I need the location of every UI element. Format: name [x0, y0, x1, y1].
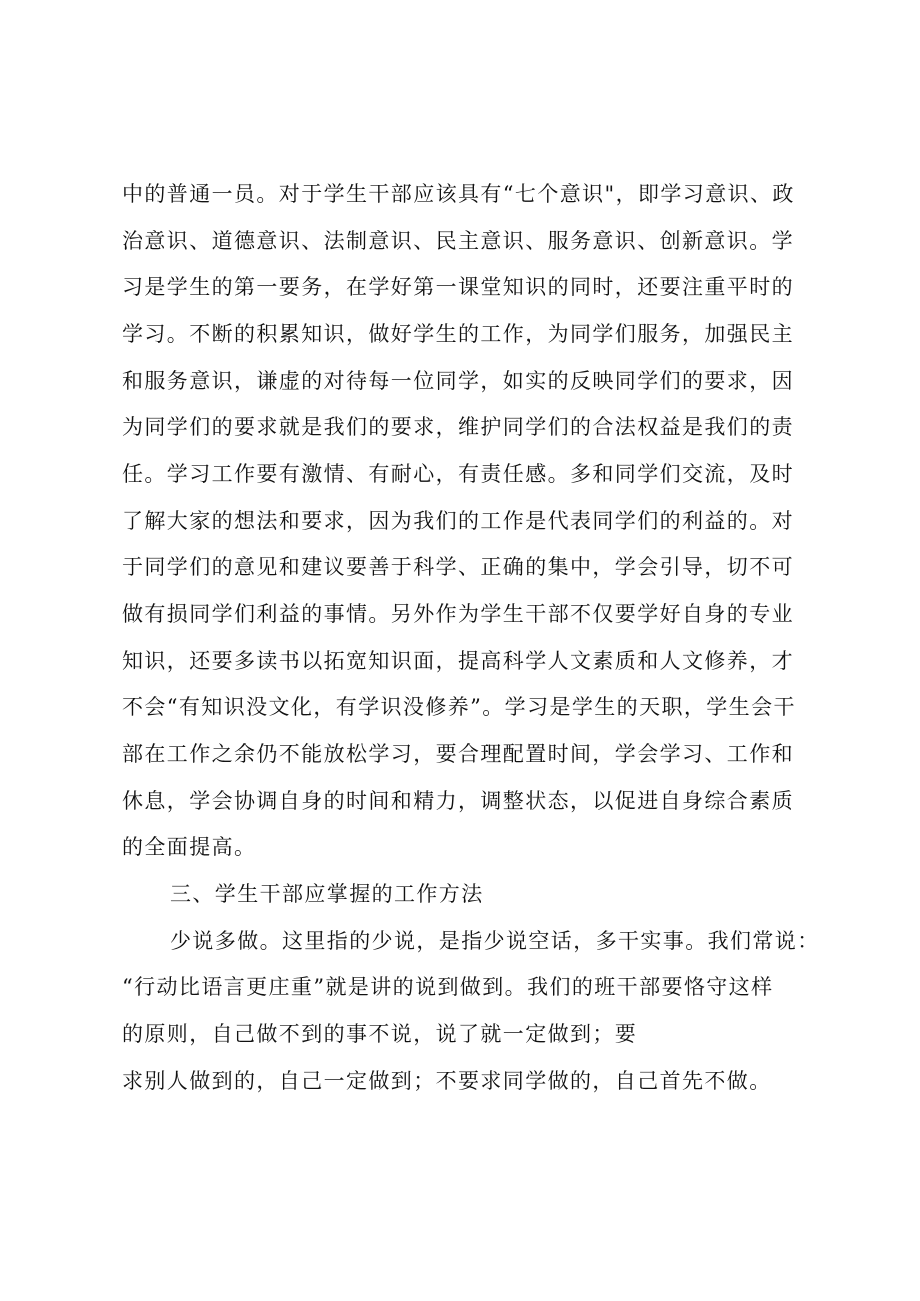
- paragraph-line: 做有损同学们利益的事情。另外作为学生干部不仅要学好自身的专业: [122, 602, 794, 626]
- paragraph-line: 的原则，自己做不到的事不说，说了就一定做到；要: [122, 1022, 638, 1046]
- paragraph-line: 的全面提高。: [122, 835, 257, 859]
- paragraph-line: 学习。不断的积累知识，做好学生的工作，为同学们服务，加强民主: [122, 322, 794, 346]
- paragraph-line: 治意识、道德意识、法制意识、民主意识、服务意识、创新意识。学: [122, 229, 794, 253]
- paragraph-line: 部在工作之余仍不能放松学习，要合理配置时间，学会学习、工作和: [122, 742, 794, 766]
- paragraph-line: 不会“有知识没文化，有学识没修养”。学习是学生的天职，学生会干: [122, 695, 796, 719]
- paragraph-line: 了解大家的想法和要求，因为我们的工作是代表同学们的利益的。对: [122, 509, 794, 533]
- paragraph-line: 知识，还要多读书以拓宽知识面，提高科学人文素质和人文修养，才: [122, 649, 794, 673]
- paragraph-line: “行动比语言更庄重”就是讲的说到做到。我们的班干部要恪守这样: [122, 975, 774, 999]
- paragraph-line: 任。学习工作要有激情、有耐心，有责任感。多和同学们交流，及时: [122, 462, 794, 486]
- paragraph-line: 少说多做。这里指的少说，是指少说空话，多干实事。我们常说：: [170, 929, 820, 953]
- section-heading: 三、学生干部应掌握的工作方法: [170, 882, 484, 906]
- paragraph-line: 休息，学会协调自身的时间和精力，调整状态，以促进自身综合素质: [122, 789, 794, 813]
- paragraph-line: 中的普通一员。对于学生干部应该具有“七个意识"，即学习意识、政: [122, 182, 795, 206]
- paragraph-line: 为同学们的要求就是我们的要求，维护同学们的合法权益是我们的责: [122, 415, 794, 439]
- paragraph-line: 求别人做到的，自己一定做到；不要求同学做的，自己首先不做。: [122, 1069, 772, 1093]
- paragraph-line: 于同学们的意见和建议要善于科学、正确的集中，学会引导，切不可: [122, 555, 794, 579]
- paragraph-line: 习是学生的第一要务，在学好第一课堂知识的同时，还要注重平时的: [122, 275, 794, 299]
- paragraph-line: 和服务意识，谦虚的对待每一位同学，如实的反映同学们的要求，因: [122, 369, 794, 393]
